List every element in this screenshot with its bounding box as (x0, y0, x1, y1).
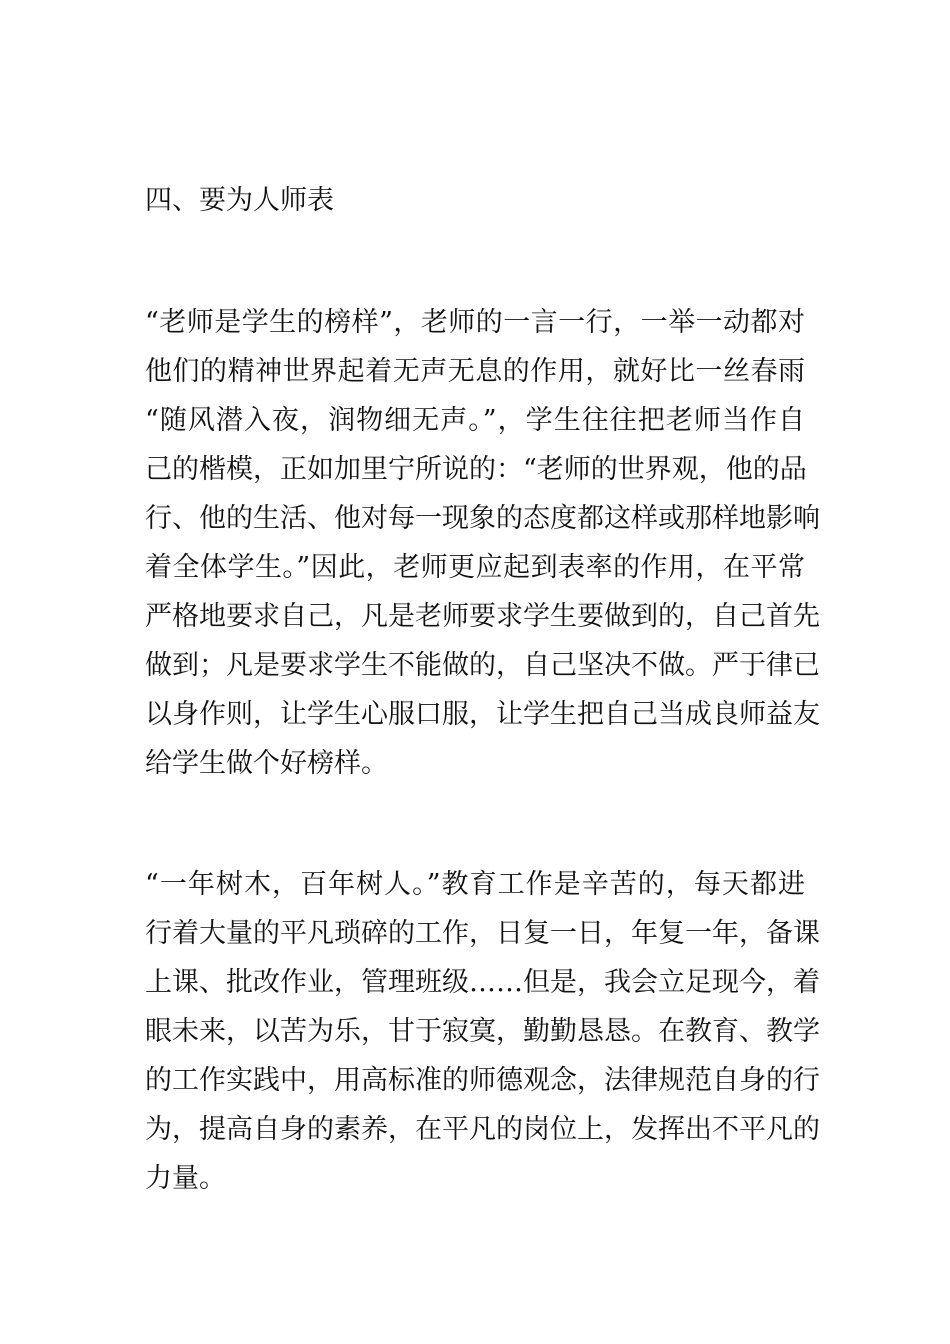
spacer (145, 788, 805, 860)
section-heading: 四、要为人师表 (145, 185, 334, 216)
paragraph-line: 的工作实践中，用高标准的师德观念，法律规范自身的行 (145, 1065, 820, 1096)
paragraph-line: “老师是学生的榜样”，老师的一言一行，一举一动都对 (145, 307, 805, 338)
paragraph-line: 己的楷模，正如加里宁所说的：“老师的世界观，他的品 (145, 454, 807, 485)
paragraph-line: 为，提高自身的素养，在平凡的岗位上，发挥出不平凡的 (145, 1114, 820, 1145)
paragraph-2 (145, 860, 820, 1203)
paragraph-line: 力量。 (145, 1163, 226, 1194)
paragraph-line: 行着大量的平凡琐碎的工作，日复一日，年复一年，备课 (145, 918, 820, 949)
paragraph-line: 行、他的生活、他对每一现象的态度都这样或那样地影响 (145, 503, 820, 534)
paragraph-line: “一年树木，百年树人。”教育工作是辛苦的，每天都进 (145, 869, 805, 900)
paragraph-line: 他们的精神世界起着无声无息的作用，就好比一丝春雨 (145, 356, 805, 387)
paragraph-line: 上课、批改作业，管理班级……但是，我会立足现今，着 (145, 967, 820, 998)
paragraph-line: 着全体学生。”因此，老师更应起到表率的作用，在平常 (145, 552, 805, 583)
paragraph-line: 以身作则，让学生心服口服，让学生把自己当成良师益友 (145, 699, 820, 730)
paragraph-1 (145, 298, 820, 788)
spacer (145, 225, 805, 298)
paragraph-line: 做到；凡是要求学生不能做的，自己坚决不做。严于律已 (145, 650, 820, 681)
paragraph-line: 眼未来，以苦为乐，甘于寂寞，勤勤恳恳。在教育、教学 (145, 1016, 820, 1047)
paragraph-line: “随风潜入夜，润物细无声。”，学生往往把老师当作自 (145, 405, 805, 436)
paragraph-line: 给学生做个好榜样。 (145, 748, 388, 779)
paragraph-line: 严格地要求自己，凡是老师要求学生要做到的，自己首先 (145, 601, 820, 632)
document-body (145, 176, 820, 1203)
